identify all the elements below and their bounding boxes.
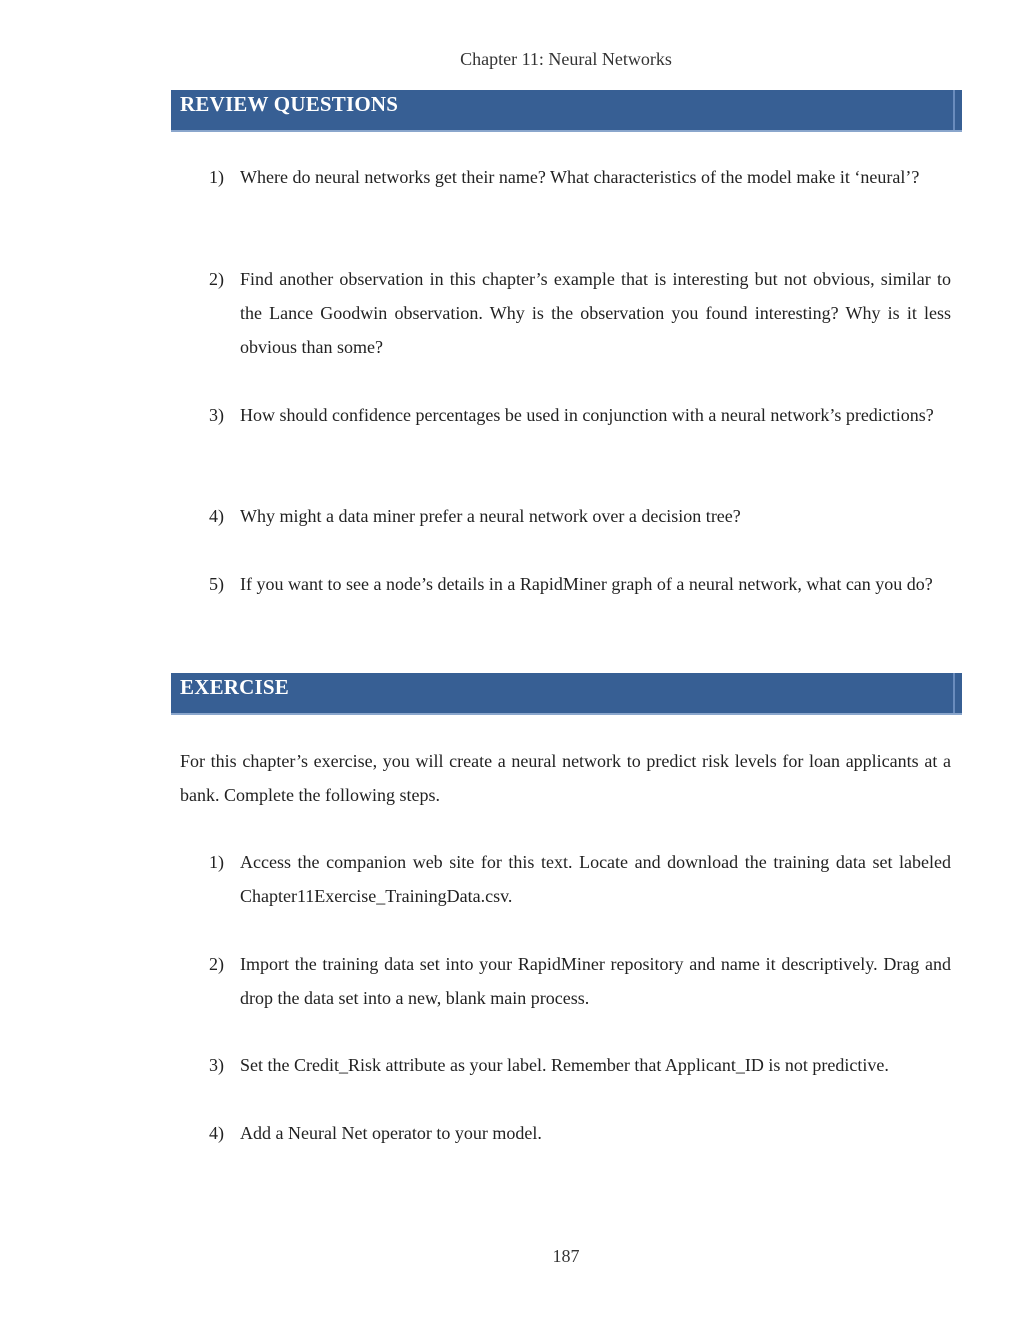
step-text: Add a Neural Net operator to your model. — [240, 1123, 542, 1143]
banner-edge — [953, 673, 955, 713]
exercise-heading: EXERCISE — [180, 675, 289, 699]
exercise-intro-paragraph: For this chapter’s exercise, you will create a neural network to predict risk levels for loan applicants at a bank. Complete the following steps. — [180, 751, 951, 805]
banner-edge — [953, 90, 955, 130]
review-questions-banner — [171, 90, 962, 132]
question-number: 2) — [209, 269, 224, 289]
question-number: 1) — [209, 167, 224, 187]
running-header: Chapter 11: Neural Networks — [460, 49, 672, 69]
question-text: How should confidence percentages be used in conjunction with a neural network’s predictions? — [240, 405, 934, 425]
review-question-item-2 — [205, 262, 951, 364]
exercise-step-item-2 — [205, 947, 951, 1015]
exercise-step-item-1 — [205, 845, 951, 913]
exercise-step-item-4 — [205, 1116, 951, 1150]
question-text: Why might a data miner prefer a neural network over a decision tree? — [240, 506, 741, 526]
review-question-item-1 — [205, 160, 951, 194]
question-text: Find another observation in this chapter’s example that is interesting but not obvious, similar to the Lance Goodwin observation. Why is the observation you found interesting? Why is it less obvious than some? — [240, 269, 951, 357]
page-number: 187 — [552, 1246, 580, 1266]
review-questions-heading: REVIEW QUESTIONS — [180, 92, 399, 116]
exercise-banner — [171, 673, 962, 715]
review-question-item-4 — [205, 499, 951, 533]
step-text: Import the training data set into your RapidMiner repository and name it descriptively. Drag and drop the data set into a new, blank main process. — [240, 954, 951, 1008]
question-text: Where do neural networks get their name? What characteristics of the model make it ‘neural’? — [240, 167, 920, 187]
step-text: Access the companion web site for this text. Locate and download the training data set labeled Chapter11Exercise_TrainingData.csv. — [240, 852, 951, 906]
step-number: 1) — [209, 852, 224, 872]
question-number: 5) — [209, 574, 224, 594]
question-text: If you want to see a node’s details in a RapidMiner graph of a neural network, what can you do? — [240, 574, 933, 594]
step-number: 3) — [209, 1055, 224, 1075]
review-question-item-3 — [205, 398, 951, 432]
review-question-item-5 — [205, 567, 951, 601]
step-text: Set the Credit_Risk attribute as your label. Remember that Applicant_ID is not predictive. — [240, 1055, 889, 1075]
exercise-step-item-3 — [205, 1048, 951, 1082]
step-number: 4) — [209, 1123, 224, 1143]
question-number: 3) — [209, 405, 224, 425]
question-number: 4) — [209, 506, 224, 526]
step-number: 2) — [209, 954, 224, 974]
